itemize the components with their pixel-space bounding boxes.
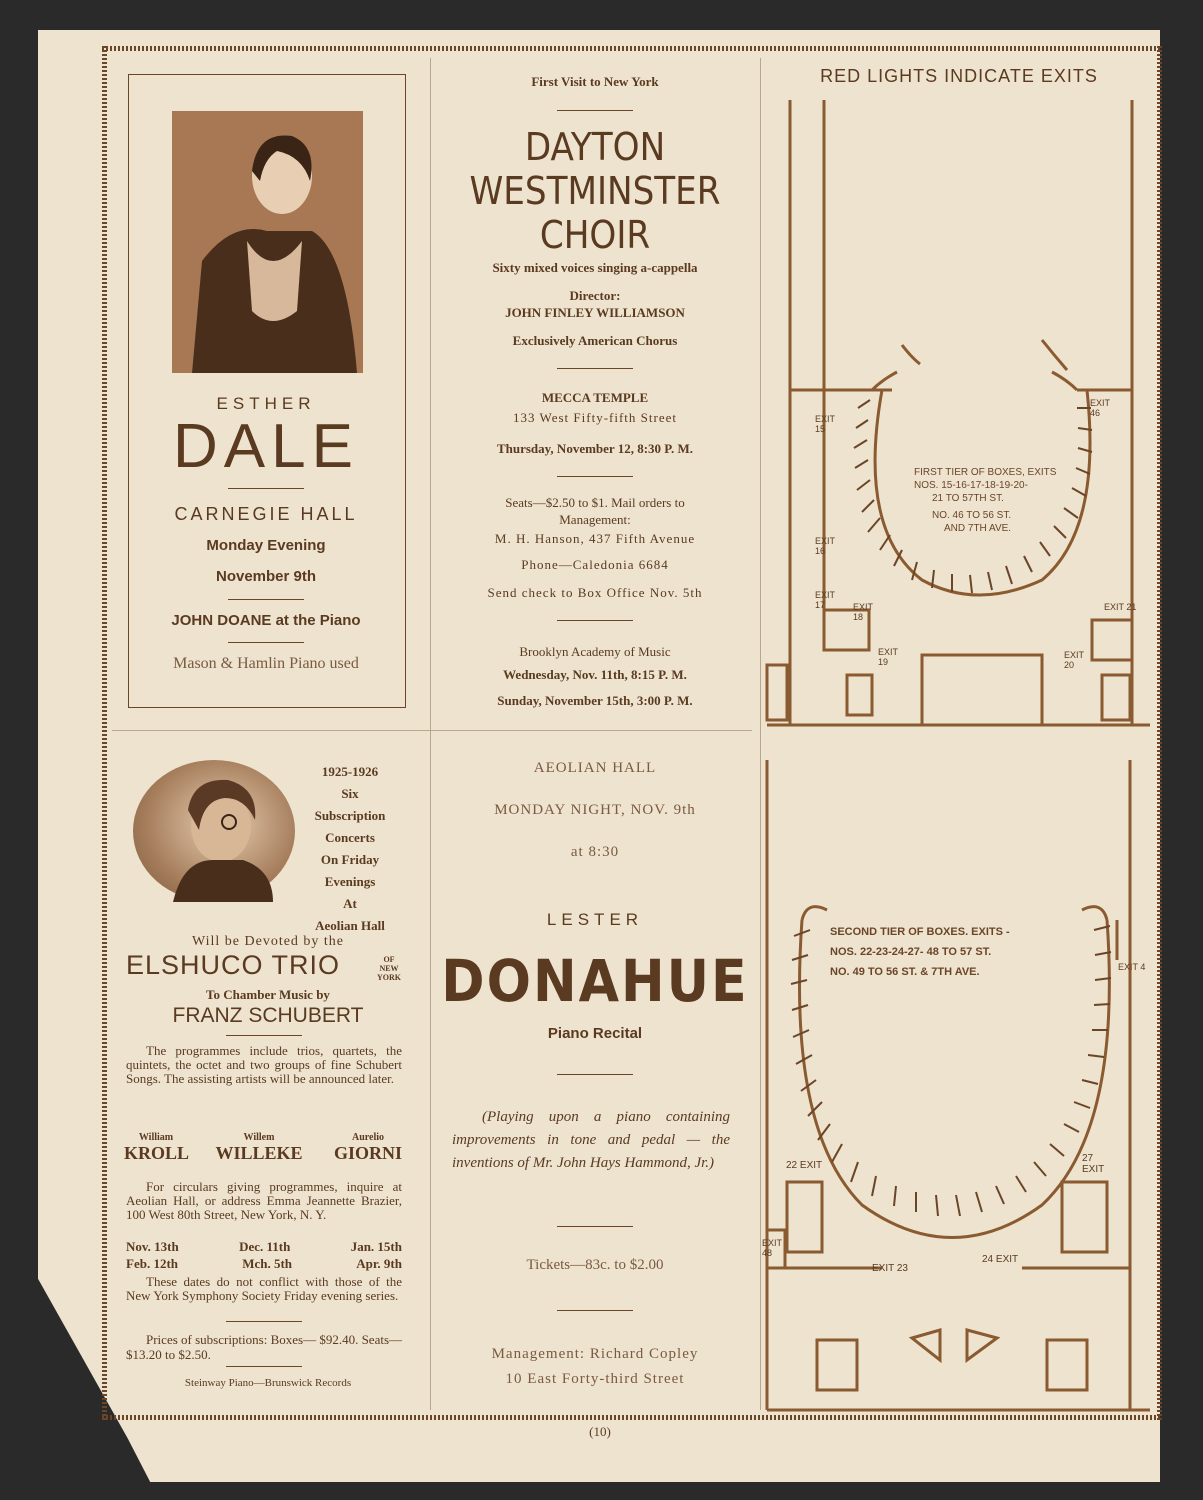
dayton-address: 133 West Fifty-fifth Street [512,410,677,425]
dayton-name-1: DAYTON [524,125,666,169]
elshuco-to-chamber: To Chamber Music by [206,987,330,1002]
elshuco-footer: Steinway Piano—Brunswick Records [184,1377,352,1389]
esther-accompanist: JOHN DOANE at the Piano [171,612,361,629]
donahue-last-name: DONAHUE [441,947,749,1015]
donahue-date: MONDAY NIGHT, NOV. 9th [494,802,696,818]
exit-49-label: EXIT 4 [1118,962,1146,972]
donahue-subtitle: Piano Recital [547,1025,643,1042]
exits-header: RED LIGHTS INDICATE EXITS [820,66,1098,86]
esther-piano-credit: Mason & Hamlin Piano used [173,655,359,672]
dayton-brooklyn-date1: Wednesday, Nov. 11th, 8:15 P. M. [503,667,687,682]
elshuco-programmes: The programmes include trios, quartets, the quintets, the octet and two groups of fine Schubert Songs. The assisting artists will be announced later. [126,1043,402,1086]
second-tier-floorplan [762,750,1154,1415]
donahue-first-name: LESTER [546,910,644,929]
exit-16-label: EXIT 16 [815,536,835,556]
dayton-director: JOHN FINLEY WILLIAMSON [505,305,685,320]
column-divider-right [760,58,761,1410]
elshuco-name: ELSHUCO TRIO [126,950,341,980]
dayton-tagline: Exclusively American Chorus [512,333,678,348]
exit-17-label: EXIT 17 [815,590,835,610]
esther-day: Monday Evening [206,537,326,554]
donahue-tickets: Tickets—83c. to $2.00 [526,1257,664,1273]
donahue-note: (Playing upon a piano containing improvements in tone and pedal — the inventions of Mr. John Hays Hammond, Jr.) [452,1109,730,1171]
esther-last-name: DALE [173,412,359,481]
page-number: (10) [589,1424,611,1439]
dayton-phone: Phone—Caledonia 6684 [521,557,669,572]
column-divider-left [430,58,431,1410]
schubert-portrait [133,760,295,902]
elshuco-prices: Prices of subscriptions: Boxes— $92.40. Seats—$13.20 to $2.50. [126,1332,403,1362]
dayton-send-check: Send check to Box Office Nov. 5th [487,585,703,600]
donahue-address: 10 East Forty-third Street [505,1371,685,1387]
first-tier-exits-note: FIRST TIER OF BOXES, EXITS NOS. 15-16-17-18-19-20- 21 TO 57TH ST. NO. 46 TO 56 ST. AND 7TH AVE. [914,467,1057,534]
second-tier-exits-note: SECOND TIER OF BOXES. EXITS - NOS. 22-23-24-27- 48 TO 57 ST. NO. 49 TO 56 ST. & 7TH AVE. [830,926,1010,978]
dayton-management: M. H. Hanson, 437 Fifth Avenue [494,531,696,546]
dayton-brooklyn: Brooklyn Academy of Music [519,644,671,659]
dayton-director-label: Director: [569,288,621,303]
exit-15-label: EXIT 15 [815,414,835,434]
esther-venue: CARNEGIE HALL [174,504,358,524]
dayton-seats-2: Management: [559,512,631,527]
elshuco-of-new-york: OF NEW YORK [377,955,401,982]
dayton-date: Thursday, November 12, 8:30 P. M. [496,441,694,456]
dayton-name-3: CHOIR [539,213,651,257]
exit-19-label: EXIT 19 [878,647,898,667]
row-divider [112,730,752,731]
esther-dale-portrait [172,111,363,373]
dayton-brooklyn-date2: Sunday, November 15th, 3:00 P. M. [497,693,693,708]
exit-23-label: EXIT 23 [872,1263,908,1274]
dayton-venue: MECCA TEMPLE [541,390,649,405]
donahue-venue: AEOLIAN HALL [533,760,657,776]
elshuco-circulars: For circulars giving programmes, inquire at Aeolian Hall, or address Emma Jeannette Brazier, 100 West 80th Street, New York, N. Y. [126,1179,402,1222]
elshuco-players: William KROLL Willem WILLEKE Aurelio GIORNI [124,1132,402,1163]
elshuco-description: Six Subscription Concerts On Friday Evenings At Aeolian Hall [314,786,386,933]
elshuco-conflict: These dates do not conflict with those of the New York Symphony Society Friday evening series. [126,1274,402,1303]
dayton-first-visit: First Visit to New York [531,74,659,89]
exit-24-label: 24 EXIT [982,1254,1019,1265]
exit-27-label: 27 EXIT [1082,1153,1105,1175]
exit-18-label: EXIT 18 [853,602,873,622]
exit-21-label: EXIT 21 [1104,602,1137,612]
dayton-seats: Seats—$2.50 to $1. Mail orders to [505,495,685,510]
elshuco-season: 1925-1926 [321,764,379,779]
elshuco-dates: Nov. 13th Dec. 11th Jan. 15th Feb. 12th Mch. 5th Apr. 9th [126,1239,402,1271]
exit-48-label: EXIT 48 [762,1238,782,1258]
donahue-time: at 8:30 [570,844,620,860]
exit-20-label: EXIT 20 [1064,650,1084,670]
exit-22-label: 22 EXIT [786,1160,823,1171]
donahue-management: Management: Richard Copley [491,1346,699,1362]
dayton-name-2: WESTMINSTER [469,169,721,213]
exit-46-label: EXIT 46 [1090,398,1110,418]
dayton-subtitle: Sixty mixed voices singing a-cappella [492,260,698,275]
esther-first-name: ESTHER [216,394,316,413]
elshuco-devoted: Will be Devoted by the [191,934,345,949]
esther-date: November 9th [215,568,317,585]
elshuco-composer: FRANZ SCHUBERT [172,1004,364,1027]
